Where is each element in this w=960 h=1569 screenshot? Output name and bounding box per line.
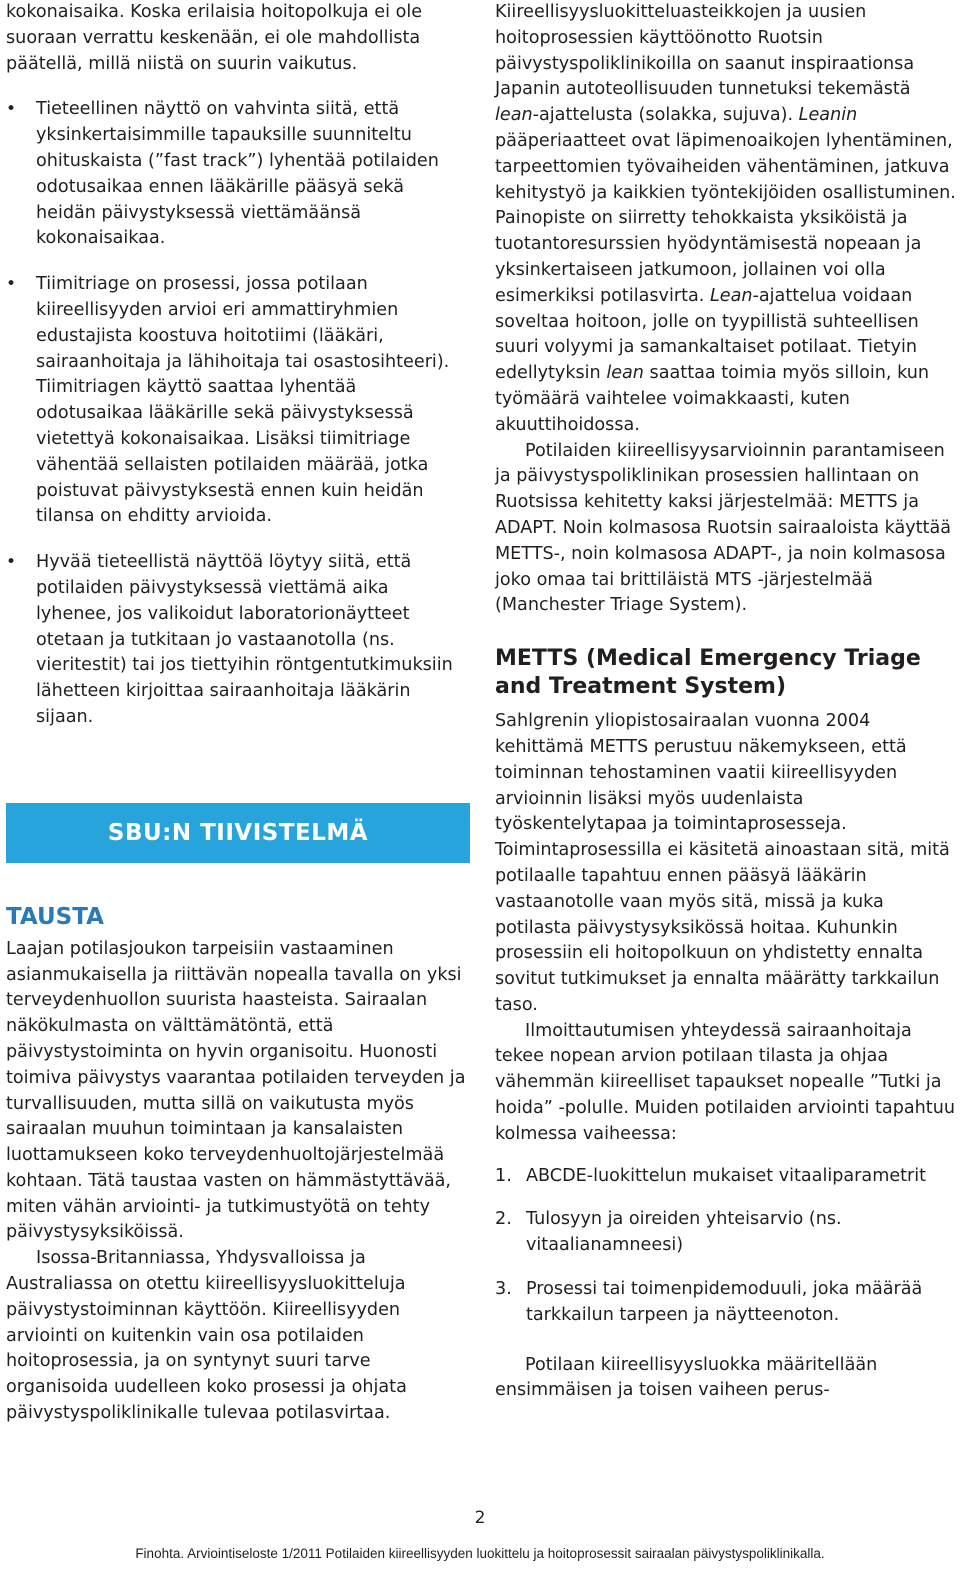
bullet-item: • Tiimitriage on prosessi, jossa potilaan kiireellisyyden arvioi eri ammattiryhmien edustajista koostuva hoitotiimi (lääkäri, sairaanhoitaja ja lähihoitaja tai osastosihteeri). Tiimitriagen käyttö saattaa lyhentää odotusaikaa lääkärille sekä päivystyksessä vietettyä kokonaisaikaa. Lisäksi tiimitriage vähentää sellaisten potilaiden määrää, jotka poistuvat päivystyksestä ennen kuin heidän tilansa on ehditty arvioida. — [6, 274, 450, 527]
bullet-list — [6, 97, 468, 730]
body-paragraph: Potilaiden kiireellisyysarvioinnin parantamiseen ja päivystyspoliklinikan prosessien hallintaan on Ruotsissa kehitetty kaksi järjestelmää: METTS ja ADAPT. Noin kolmasosa Ruotsin sairaaloista käyttää METTS-, noin kolmasosa ADAPT-, ja noin kolmasosa joko omaa tai brittiläistä MTS -järjestelmää (Manchester Triage System). — [495, 440, 952, 616]
page-number: 2 — [474, 1508, 486, 1528]
page-footer: Finohta. Arviointiseloste 1/2011 Potilaiden kiireellisyyden luokittelu ja hoitoprosessit sairaalan päivystyspoliklinikalla. — [135, 1546, 825, 1561]
body-paragraph: Isossa-Britanniassa, Yhdysvalloissa ja Australiassa on otettu kiireellisyysluokitteluja päivystystoiminnan käyttöön. Kiireellisyyden arviointi on kuitenkin vain osa potilaiden hoitoprosessia, ja on syntynyt suuri tarve organisoida uudelleen koko prosessi ja ohjata päivystyspoliklinikalle tulevaa potilasvirtaa. — [6, 1248, 407, 1424]
section-heading: METTS (Medical Emergency Triage and Treatment System) — [495, 646, 921, 700]
bullet-dot-icon: • — [6, 552, 17, 573]
bullet-dot-icon: • — [6, 274, 17, 295]
section-heading: TAUSTA — [6, 903, 104, 930]
list-item: 3. Prosessi tai toimenpidemoduuli, joka määrää tarkkailun tarpeen ja näytteenoton. — [495, 1279, 923, 1325]
list-item: 2. Tulosyyn ja oireiden yhteisarvio (ns. vitaalianamneesi) — [495, 1209, 842, 1256]
body-paragraph: Potilaan kiireellisyysluokka määritellään ensimmäisen ja toisen vaiheen perus- — [495, 1354, 878, 1401]
numbered-list — [495, 1164, 957, 1329]
body-paragraph: Laajan potilasjoukon tarpeisiin vastaaminen asianmukaisella ja riittävän nopealla tavalla on yksi terveydenhuollon suurista haasteista. Sairaalan näkökulmasta on välttämätöntä, että päivystystoiminta on hyvin organisoitu. Huonosti toimiva päivystys vaarantaa potilaiden terveyden ja turvallisuuden, mutta sillä on vaikutusta myös sairaalan muuhun toimintaan ja kansalaisten luottamukseen koko terveydenhuoltojärjestelmää kohtaan. Tätä taustaa vasten on hämmästyttävää, miten vähän arviointi- ja tutkimustyötä on tehty päivystysyksiköissä. — [6, 938, 466, 1243]
summary-banner: SBU:N TIIVISTELMÄ — [6, 803, 470, 863]
bullet-item: • Hyvää tieteellistä näyttöä löytyy siitä, että potilaiden päivystyksessä viettämä aika lyhenee, jos valikoidut laboratorionäytteet otetaan ja tutkitaan jo vastaanotolla (ns. vieritestit) tai jos tiettyihin röntgentutkimuksiin lähetteen kirjoittaa sairaanhoitaja lääkärin sijaan. — [6, 552, 453, 727]
continued-paragraph: kokonaisaika. Koska erilaisia hoitopolkuja ei ole suoraan verrattu keskenään, ei ole mahdollista päätellä, millä niistä on suurin vaikutus. — [6, 2, 423, 74]
bullet-dot-icon: • — [6, 99, 17, 120]
body-paragraph: Sahlgrenin yliopistosairaalan vuonna 2004 kehittämä METTS perustuu näkemykseen, että toiminnan tehostaminen vaatii kiireellisyyden arvioinnin lisäksi myös uudenlaista työskentelytapaa ja toimintaprosesseja. Toimintaprosessilla ei käsitetä ainoastaan sitä, mitä potilaalle tapahtuu ennen pääsyä lääkärin vastaanotolle vaan myös sitä, missä ja kuka potilasta päivystysyksikössä hoitaa. Kuhunkin prosessiin eli hoitopolkuun on yhdistetty ennalta sovitut tutkimukset ja ennalta määrätty tarkkailun taso. — [495, 711, 950, 1015]
body-paragraph: Ilmoittautumisen yhteydessä sairaanhoitaja tekee nopean arvion potilaan tilasta ja ohjaa vähemmän kiireelliset tapaukset nopealle ”Tutki ja hoida” -polulle. Muiden potilaiden arviointi tapahtuu kolmessa vaiheessa: — [495, 1020, 956, 1144]
body-paragraph: Kiireellisyysluokitteluasteikkojen ja uusien hoitoprosessien käyttöönotto Ruotsin päivystyspoliklinikoilla on saanut inspiraationsa Japanin autoteollisuuden tunnetuksi tekemästä lean-ajattelusta (solakka, sujuva). Leanin pääperiaatteet ovat läpimenoaikojen lyhentäminen, tarpeettomien työvaiheiden vähentäminen, jatkuva kehitystyö ja kaikkien työntekijöiden osallistuminen. Painopiste on siirretty tehokkaista yksiköistä ja tuotantoresurssien hyödyntämisestä nopeaan ja yksinkertaiseen jatkumoon, jollainen voi olla esimerkiksi potilasvirta. Lean-ajattelua voidaan soveltaa hoitoon, jolle on tyypillistä suhteellisen suuri volyymi ja samankaltaiset potilaat. Tietyin edellytyksin lean saattaa toimia myös silloin, kun työmäärä vaihtelee voimakkaasti, kuten akuuttihoidossa. — [495, 2, 956, 435]
right-column — [495, 0, 957, 1404]
list-item: 1. ABCDE-luokittelun mukaiset vitaaliparametrit — [495, 1165, 927, 1186]
bullet-item: • Tieteellinen näyttö on vahvinta siitä, että yksinkertaisimmille tapauksille suunniteltu ohituskaista (”fast track”) lyhentää potilaiden odotusaikaa ennen lääkärille pääsyä sekä heidän päivystyksessä viettämäänsä kokonaisaikaa. — [6, 99, 439, 249]
left-column — [6, 0, 468, 1427]
